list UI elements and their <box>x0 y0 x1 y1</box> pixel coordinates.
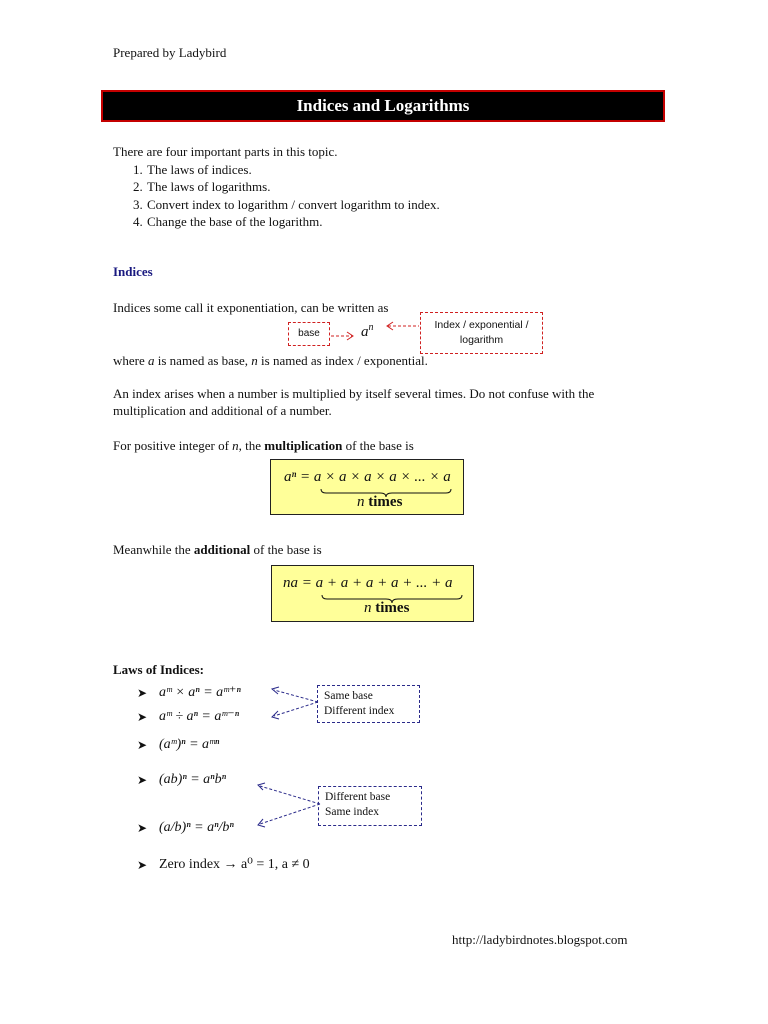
section-heading-indices: Indices <box>113 264 153 279</box>
index-label: Index / exponential / logarithm <box>434 319 529 346</box>
intro-item: 3. Convert index to logarithm / convert logarithm to index. <box>146 196 440 214</box>
bold-term: additional <box>193 542 251 557</box>
arrowhead-bullet-icon: ➤ <box>137 857 148 872</box>
index-arrow-icon <box>384 320 420 332</box>
note-same-base <box>317 685 420 723</box>
text-segment: of the base is <box>250 542 322 557</box>
law-item <box>137 772 226 788</box>
indices-paragraph-4 <box>113 437 414 454</box>
text-segment: where <box>113 353 149 368</box>
a-power-n: $a^n$ <box>361 322 374 340</box>
law-text: (a/b)ⁿ = aⁿ/bⁿ <box>159 820 234 835</box>
header-prepared-by: Prepared by Ladybird <box>113 45 227 60</box>
law-item <box>137 820 234 836</box>
times-label: times <box>371 600 410 616</box>
text-segment: , the <box>238 438 265 453</box>
arrowhead-bullet-icon: ➤ <box>137 738 148 752</box>
indices-paragraph-3: An index arises when a number is multiplied by itself several times. Do not confuse with the multiplication and additional of a number. <box>113 386 595 418</box>
note-line: Same base <box>324 690 373 702</box>
law-item <box>137 684 241 701</box>
page-title-text: Indices and Logarithms <box>296 96 470 115</box>
var-n: n <box>364 600 372 616</box>
arrowhead-bullet-icon: ➤ <box>137 685 148 700</box>
intro-item: 1. The laws of indices. <box>146 161 440 179</box>
indices-paragraph-1: Indices some call it exponentiation, can be written as <box>113 300 389 315</box>
times-label: times <box>364 494 403 510</box>
intro-item: 2. The laws of logarithms. <box>146 178 440 196</box>
index-label-box <box>420 312 543 354</box>
arrowhead-bullet-icon: ➤ <box>137 821 148 835</box>
note-different-base <box>318 786 422 826</box>
laws-title: Laws of Indices: <box>113 662 205 677</box>
text-segment: is named as base, <box>154 353 252 368</box>
note-line: Same index <box>325 806 379 818</box>
law-item <box>137 737 219 753</box>
base-label-box <box>288 322 330 346</box>
intro-section <box>113 143 440 231</box>
var-n: n <box>232 438 239 453</box>
multiplication-formula-box <box>270 459 464 515</box>
law-text: (ab)ⁿ = aⁿbⁿ <box>159 772 226 787</box>
indices-paragraph-5 <box>113 541 322 558</box>
law-text: Zero index → a⁰ = 1, a ≠ 0 <box>159 857 310 872</box>
footer-url[interactable]: http://ladybirdnotes.blogspot.com <box>452 932 628 947</box>
indices-paragraph-2 <box>113 352 428 369</box>
note1-arrows-icon <box>268 684 320 724</box>
intro-lead: There are four important parts in this topic. <box>113 144 338 159</box>
var-n: n <box>357 494 365 510</box>
text-segment: For positive integer of <box>113 438 233 453</box>
law-text: aᵐ × aⁿ = aᵐ⁺ⁿ <box>159 685 241 700</box>
note-line: Different index <box>324 705 395 717</box>
law-item <box>137 708 239 725</box>
addition-formula: na = a + a + a + a + ... + a <box>283 575 453 591</box>
law-text: (aᵐ)ⁿ = aᵐⁿ <box>159 737 220 752</box>
text-segment: of the base is <box>342 438 414 453</box>
intro-list <box>113 161 440 231</box>
intro-item: 4. Change the base of the logarithm. <box>146 213 440 231</box>
note2-arrows-icon <box>254 782 322 830</box>
var-n: n <box>251 353 258 368</box>
addition-formula-box <box>271 565 474 622</box>
text-segment: Meanwhile the <box>113 542 194 557</box>
addition-caption <box>364 600 409 617</box>
page-title <box>101 90 665 122</box>
base-arrow-icon <box>330 330 356 342</box>
multiplication-caption <box>357 494 402 511</box>
note-line: Different base <box>325 791 391 803</box>
bold-term: multiplication <box>264 438 343 453</box>
arrowhead-bullet-icon: ➤ <box>137 773 148 787</box>
multiplication-formula: aⁿ = a × a × a × a × ... × a <box>284 469 451 485</box>
base-label: base <box>298 328 320 339</box>
law-text: aᵐ ÷ aⁿ = aᵐ⁻ⁿ <box>159 709 240 724</box>
law-item <box>137 856 310 873</box>
text-segment: is named as index / exponential. <box>257 353 428 368</box>
arrowhead-bullet-icon: ➤ <box>137 709 148 724</box>
var-a: a <box>148 353 155 368</box>
